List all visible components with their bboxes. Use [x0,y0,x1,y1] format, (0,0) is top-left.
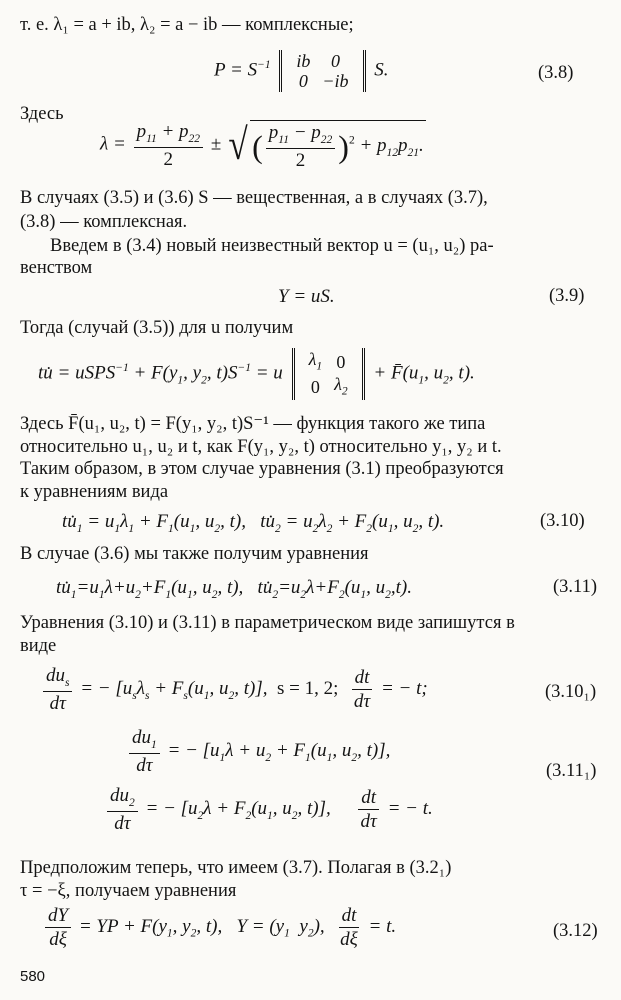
text-paragraph-1b: (3.8) — комплексная. [20,212,188,232]
equation-tag: (3.10₁) [545,682,597,702]
text-paragraph-4d: к уравнениям вида [20,482,169,502]
page-number: 580 [20,968,46,985]
text-paragraph-6a: Уравнения (3.10) и (3.11) в параметрическом виде запишутся в [20,613,515,633]
text-zdes: Здесь [20,104,64,124]
equation-3-11-1b: $\frac{du_2}{d\tau}$ = − [$u_2\lambda + F_2(u_1$, $u_2$, t)], $\frac{dt}{d\tau}$ = − t. [104,786,433,833]
equation-u-dot: tu̇ = uSPS$^{-1}$ + $F(y_1$, $y_2$, $t)S^{-1} = u$ $\lambda_1$ 0 0 $\lambda_2$ + $F̄(u_1$, $u_2$, t). [38,348,475,400]
equation-3-10-1: $\frac{du_s}{d\tau}$ = − [$u_s\lambda_s + F_s(u_1$, $u_2$, t)], s = 1, 2; $\frac{dt}{d\tau}$ = − t; [40,666,428,713]
equation-tag: (3.12) [553,921,598,941]
text-paragraph-6b: виде [20,636,57,656]
text-paragraph-4b: относительно u₁, u₂ и t, как F(y₁, y₂, t) относительно y₁, y₂ и t. [20,437,502,457]
equation-3-11-1a: $\frac{du_1}{d\tau}$ = − [$u_1\lambda + u_2 + F_1(u_1$, $u_2$, t)], [126,728,390,775]
text-paragraph-7b: τ = −ξ, получаем уравнения [20,881,237,901]
equation-tag: (3.11) [553,577,598,597]
equation-tag: (3.11₁) [546,761,597,781]
equation-tag: (3.10) [540,511,585,531]
text-line-1: т. е. λ₁ = a + ib, λ₂ = a − ib — комплексные; [20,15,354,35]
equation-3-9: Y = uS. [278,286,335,307]
text-paragraph-1a: В случаях (3.5) и (3.6) S — вещественная, а в случаях (3.7), [20,188,488,208]
text-paragraph-4c: Таким образом, в этом случае уравнения (3.1) преобразуются [20,459,504,479]
text-paragraph-2b: венством [20,258,93,278]
equation-3-11: $tu̇_1=u_1\lambda+u_2+F_1(u_1$, $u_2$, t), $tu̇_2=u_2\lambda+F_2(u_1$, $u_2,t$). [56,577,412,601]
text-paragraph-4a: Здесь F̄(u₁, u₂, t) = F(y₁, y₂, t)S⁻¹ — функция такого же типа [20,414,486,434]
equation-3-10: $tu̇_1 = u_1\lambda_1 + F_1(u_1$, $u_2$, t), $tu̇_2 = u_2\lambda_2 + F_2(u_1$, $u_2$, t). [62,511,445,535]
equation-lambda: λ = $\frac{p_{11} + p_{22}}{2}$ ± √ ( $\frac{p_{11} - p_{22}}{2}$ )$^2 + p_{12}p_{21}$. [100,120,424,172]
equation-tag: (3.8) [538,63,574,83]
text-paragraph-3: Тогда (случай (3.5)) для u получим [20,318,294,338]
equation-3-12: $\frac{dY}{d\xi}$ = YP + $F(y_1$, $y_2$, t), $Y = (y_1$ $y_2$), $\frac{dt}{d\xi}$ = t. [42,906,396,949]
text-paragraph-5: В случае (3.6) мы также получим уравнения [20,544,369,564]
text-paragraph-2a: Введем в (3.4) новый неизвестный вектор u = (u₁, u₂) ра- [50,236,494,256]
equation-3-8: $P = S^{-1}$ ib 0 0 −ib S. [214,51,389,91]
equation-tag: (3.9) [549,286,585,306]
text-paragraph-7a: Предположим теперь, что имеем (3.7). Полагая в (3.2₁) [20,858,452,878]
